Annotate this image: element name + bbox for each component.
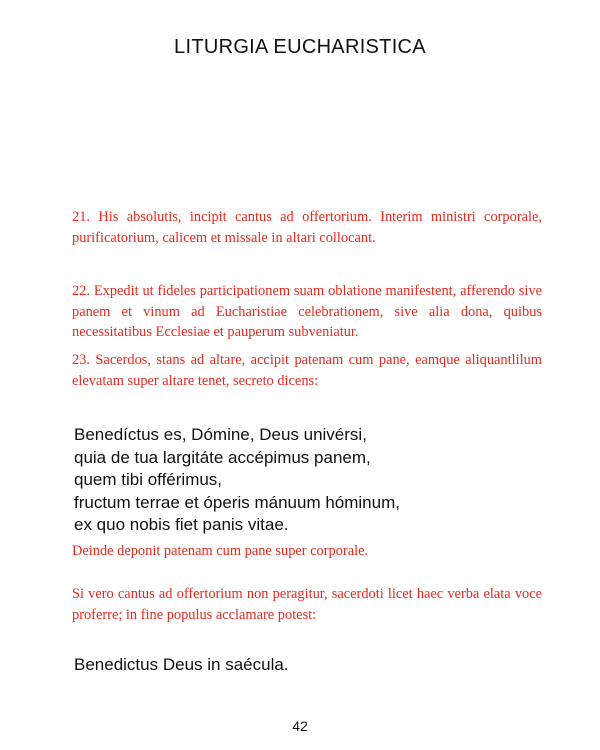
prayer-line: fructum terrae et óperis mánuum hóminum, — [74, 492, 400, 512]
prayer-line: quem tibi offérimus, — [74, 470, 223, 489]
rubric-paragraph-21: 21. His absolutis, incipit cantus ad offertorium. Interim ministri corporale, purificatorium, calicem et missale in altari collocant. — [72, 209, 542, 246]
prayer-line: Benedíctus es, Dómine, Deus univérsi, — [74, 425, 367, 444]
page-title: LITURGIA EUCHARISTICA — [174, 36, 426, 58]
prayer-line: quia de tua largitáte accépimus panem, — [74, 447, 371, 467]
rubric-deinde: Deinde deponit patenam cum pane super corporale. — [72, 543, 369, 559]
rubric-si-vero: Si vero cantus ad offertorium non peragitur, sacerdoti licet haec verba elata voce proferre; in fine populus acclamare potest: — [72, 586, 542, 623]
prayer-line: ex quo nobis fiet panis vitae. — [74, 515, 289, 534]
prayer-benedictus-es — [74, 424, 544, 537]
rubric-paragraph-22: 22. Expedit ut fideles participationem suam oblatione manifestent, afferendo sive panem et vinum ad Eucharistiae celebrationem, sive alia dona, quibus necessitatibus Ecclesiae et pauperum subveniatur. — [72, 283, 542, 340]
page-number: 42 — [292, 718, 308, 734]
acclamation: Benedictus Deus in saécula. — [74, 655, 289, 674]
rubric-paragraph-23: 23. Sacerdos, stans ad altare, accipit patenam cum pane, eamque aliquantlilum elevatam super altare tenet, secreto dicens: — [72, 352, 542, 389]
